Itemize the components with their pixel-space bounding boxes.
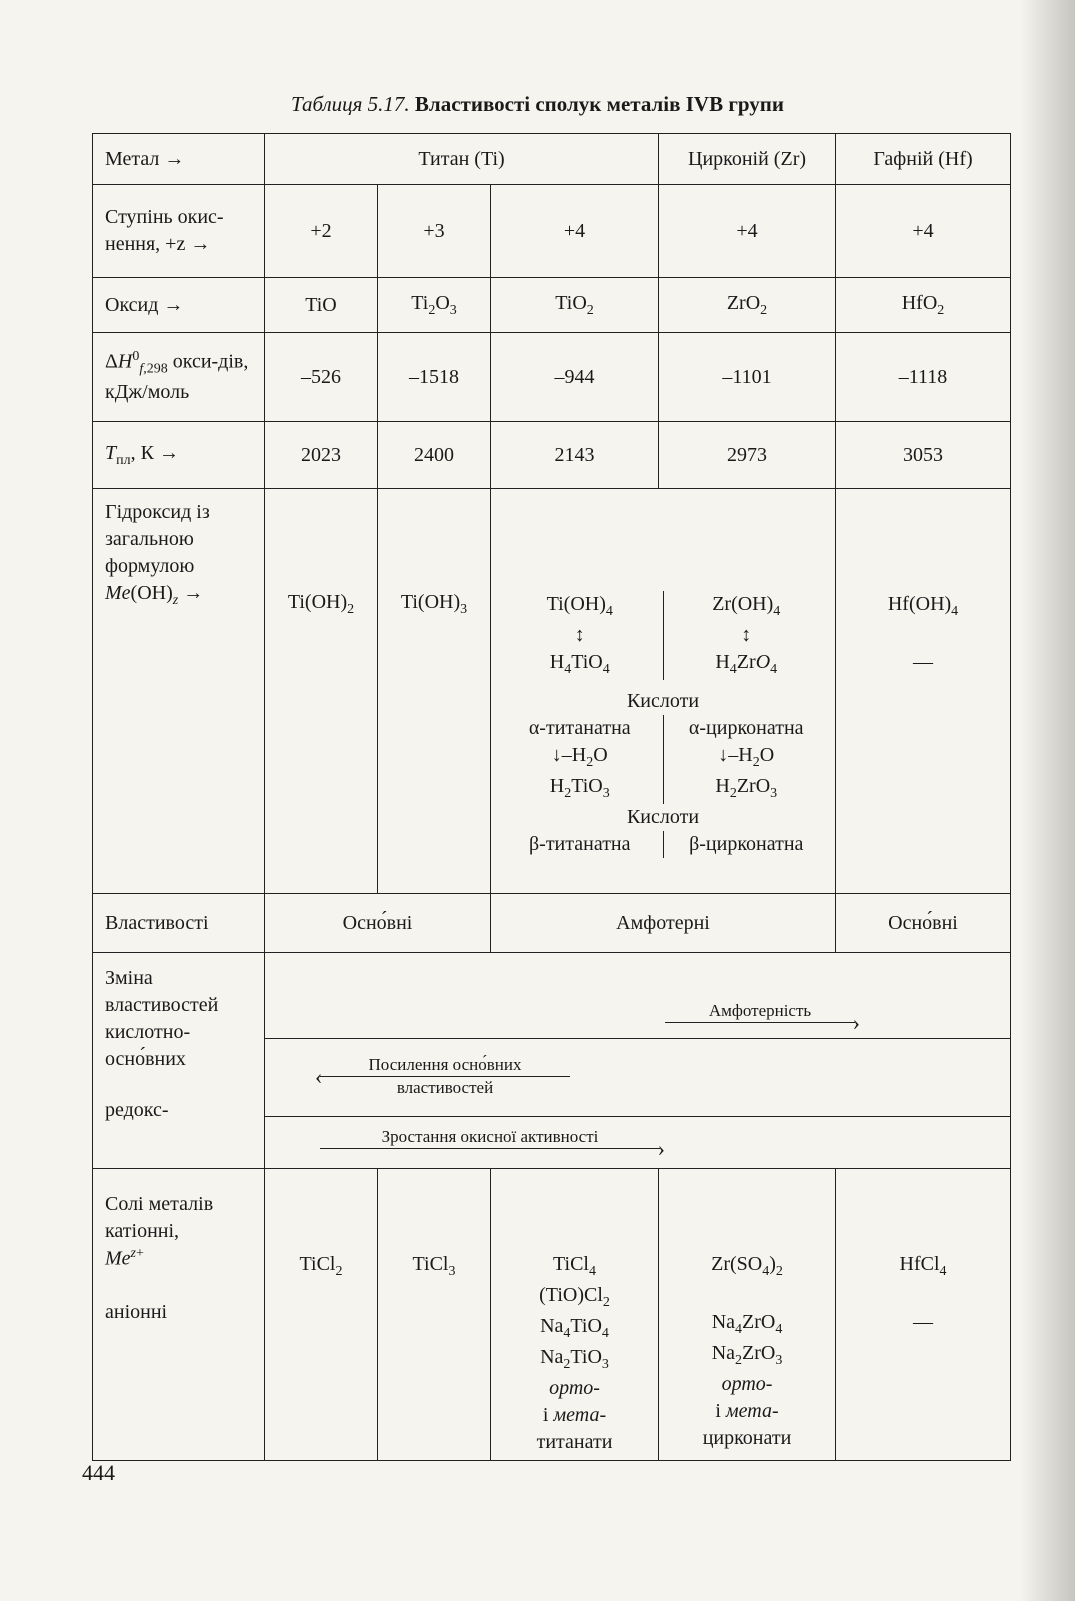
salt-ticl2: TiCl$_2$ <box>265 1169 378 1461</box>
oxidation-value: +4 <box>491 185 659 278</box>
hydroxide-ti2: $Ti(OH)_2$ <box>265 489 378 894</box>
beta-zirconic-acid: β-цирконатна <box>663 831 830 858</box>
metal-label: Метал → <box>93 134 265 185</box>
basic-arrow <box>320 1054 570 1101</box>
ortho-text: орто- <box>721 1372 773 1395</box>
and-text: і <box>542 1403 549 1426</box>
oxide-formula: TiO <box>265 278 378 333</box>
hf-salt-dash: — <box>913 1310 934 1333</box>
hydroxide-hf: $Hf(OH)_4$ — <box>836 489 1011 894</box>
page-number: 444 <box>82 1460 115 1485</box>
enthalpy-value: –1101 <box>659 333 836 422</box>
beta-titanic-acid: β-титанатна <box>528 832 631 855</box>
basic-arrow-label: Посилення осно́вних <box>368 1054 522 1074</box>
row-metal <box>93 134 1011 185</box>
caption-number: Таблиця 5.17. <box>291 92 410 116</box>
enthalpy-label-text: окси-дів, кДж/моль <box>105 350 249 404</box>
salts-titanium: TiCl$_4$ $(TiO)Cl_2$ $Na_4TiO_4$ $Na_2TiO_3$ орто- і мета- титанати <box>491 1169 659 1461</box>
properties-amphoteric: Амфотерні <box>491 894 836 953</box>
row-change <box>93 953 1011 1169</box>
hydroxide-label: Гідроксид із загальною формулою $Me(OH)_z$ → <box>93 489 265 894</box>
meta-text: мета- <box>725 1399 779 1422</box>
change-arrows <box>265 953 1011 1169</box>
melting-value: 3053 <box>836 422 1011 489</box>
oxidation-value: +3 <box>378 185 491 278</box>
oxide-formula: HfO$_2$ <box>836 278 1011 333</box>
melting-value: 2143 <box>491 422 659 489</box>
and-text: і <box>715 1399 721 1422</box>
row-oxidation <box>93 185 1011 278</box>
melting-value: 2973 <box>659 422 836 489</box>
change-label <box>93 953 265 1169</box>
properties-basic: Осно́вні <box>265 894 491 953</box>
enthalpy-value: –1118 <box>836 333 1011 422</box>
melting-value: 2023 <box>265 422 378 489</box>
row-enthalpy <box>93 333 1011 422</box>
hydroxide-label-text: Гідроксид із загальною формулою <box>105 501 210 577</box>
oxide-formula: ZrO$_2$ <box>659 278 836 333</box>
salt-ticl3: TiCl$_3$ <box>378 1169 491 1461</box>
melting-label: $T_{пл}$, К → <box>93 422 265 489</box>
melting-unit: , К → <box>130 441 179 464</box>
row-salts <box>93 1169 1011 1461</box>
properties-table <box>92 133 1011 1461</box>
enthalpy-value: –526 <box>265 333 378 422</box>
oxide-formula: TiO$_2$ <box>491 278 659 333</box>
redox-arrow <box>320 1126 660 1150</box>
alpha-zirconic-acid: α-цирконатна <box>688 716 804 739</box>
properties-basic-hf: Осно́вні <box>836 894 1011 953</box>
hafnium-header: Гафній (Hf) <box>836 134 1011 185</box>
salts-label-anionic: аніонні <box>105 1300 168 1323</box>
oxidation-value: +2 <box>265 185 378 278</box>
oxide-formula: $Ti_2O_3$ <box>378 278 491 333</box>
titanium-header: Титан (Ti) <box>265 134 659 185</box>
salts-zirconium: $Zr(SO_4)_2$ $Na_4ZrO_4$ $Na_2ZrO_3$ орто- і мета- цирконати <box>659 1169 836 1461</box>
amphoteric-arrow <box>665 1000 855 1024</box>
oxidation-label: Ступінь окис-нення, +z → <box>93 185 265 278</box>
row-melting <box>93 422 1011 489</box>
enthalpy-label: $\Delta H^0_{f,298}$ окси-дів, кДж/моль <box>93 333 265 422</box>
salts-label: Солі металів катіонні, $Me^{z+}$ аніонні <box>93 1169 265 1461</box>
melting-value: 2400 <box>378 422 491 489</box>
meta-text: мета- <box>553 1403 607 1426</box>
hydroxide-acids: $Ti(OH)_4$ ↕ $H_4TiO_4$ $Zr(OH)_4$ ↕ $H_4ZrO_4$ Кислоти α-титанатна $↓-H_2O$ $H_2TiO_3$ α-цирконатна $↓-H_2O$ $H_2ZrO_3$ Кислоти β-титанатна β-цирконатна <box>491 489 836 894</box>
acids-label: Кислоти <box>626 805 700 828</box>
zirconates-text: цирконати <box>702 1426 792 1449</box>
ortho-text: орто- <box>549 1376 600 1399</box>
enthalpy-value: –944 <box>491 333 659 422</box>
alpha-titanic-acid: α-титанатна <box>528 716 631 739</box>
table-caption <box>0 92 1075 117</box>
titanates-text: титанати <box>536 1430 613 1453</box>
salts-hafnium: HfCl$_4$ — <box>836 1169 1011 1461</box>
caption-title: Властивості сполук металів IVB групи <box>414 92 784 116</box>
zirconium-header: Цирконій (Zr) <box>659 134 836 185</box>
page-edge-shadow <box>1020 0 1075 1601</box>
change-label-redox: редокс- <box>105 1099 169 1121</box>
row-hydroxide <box>93 489 1011 894</box>
basic-arrow-label-2: властивостей <box>396 1078 494 1098</box>
oxidation-value: +4 <box>836 185 1011 278</box>
oxide-label: Оксид → <box>93 278 265 333</box>
acids-label: Кислоти <box>626 689 700 712</box>
change-label-acidbase: Зміна властивостей кислотно-осно́вних <box>105 967 219 1070</box>
hydroxide-ti3: $Ti(OH)_3$ <box>378 489 491 894</box>
enthalpy-value: –1518 <box>378 333 491 422</box>
redox-arrow-label: Зростання окисної активності <box>381 1126 599 1146</box>
properties-label: Властивості <box>93 894 265 953</box>
oxidation-value: +4 <box>659 185 836 278</box>
row-properties <box>93 894 1011 953</box>
row-oxide <box>93 278 1011 333</box>
salts-label-cationic: Солі металів катіонні, <box>105 1193 214 1242</box>
amphoteric-arrow-label: Амфотерність <box>708 1000 812 1020</box>
hf-dash: — <box>913 650 934 673</box>
